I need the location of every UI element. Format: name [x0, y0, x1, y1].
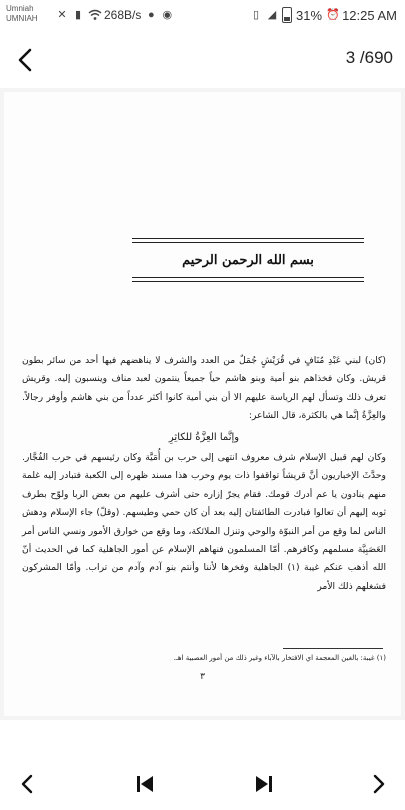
footnote: (١) غيبة: بالغين المعجمة اي الافتخار بالآباء وغير ذلك من أمور العصبية اهـ.: [173, 654, 386, 662]
cell-signal-icon: ◢: [267, 9, 277, 21]
bottom-navigation: [0, 748, 405, 810]
status-bar: [0, 0, 405, 32]
skip-previous-icon: [133, 772, 157, 796]
battery-icon: [282, 7, 292, 23]
clock: 12:25 AM: [342, 7, 397, 23]
page-number: ٣: [200, 672, 205, 682]
back-button[interactable]: [14, 46, 38, 74]
carrier-info: [6, 4, 38, 24]
signal-icon: ▮: [74, 9, 82, 21]
vibrate-icon: ▯: [253, 9, 260, 21]
close-icon: ✕: [57, 9, 67, 21]
status-left: [56, 8, 173, 22]
network-speed: 268B/s: [104, 8, 142, 22]
first-page-button[interactable]: [133, 772, 157, 796]
chevron-left-icon: [14, 46, 38, 74]
last-page-button[interactable]: [252, 772, 276, 796]
carrier-name: Umniah: [6, 4, 34, 13]
next-page-button[interactable]: [366, 772, 390, 796]
carrier-name-secondary: UMNIAH: [6, 14, 38, 23]
chat-icon: ●: [148, 9, 155, 21]
paragraph: (كان) لبني عَبْدِ مُنَافٍ في قُرَيْشٍ جُمَلٌ من العدد والشرف لا يناهضهم فيها أحد من سائر بطون قريش. وكان فخذاهم بنو أمية وبنو هاشم حياً جميعاً ينتمون لعبد مناف وينسبون إليه. وقريش تعرف ذلك وتسأل لهم الرياسة عليهم الا أن بني أمية كانوا أكثر عدداً من بني هاشم وأوفر رجالاً. والعِزَّةُ إنَّما هي بالكثرة، قال الشاعر:: [22, 355, 386, 422]
battery-percentage: 31%: [296, 7, 323, 23]
skip-next-icon: [252, 772, 276, 796]
footnote-divider: [283, 648, 383, 649]
page-title-frame: [132, 238, 364, 282]
verse-line: وإنَّما العِزَّةُ للكاثِرِ: [168, 431, 240, 443]
paragraph: وكان لهم قبيل الإسلام شرف معروف انتهى إلى حرب بن أُمَيَّة وكان رئيسهم في حرب الفُجَّار. وحدَّثَ الإخباريون أنَّ قريشاً تواقفوا ذات يوم وحرب هذا مسند ظهره إلى الكعبة فتبادر إليه غلمة منهم ينادون يا عم أدرك قومك. فقام يجرّ إزاره حتى أشرف عليهم من بعض الربا ولوّح بطرف ثوبه إليهم أن تعالوا فبادرت الطائفتان إليه بعد أن كان حمي وطيسهم. (وقلّ) جاء الإسلام ودهش الناس لما وقع من أمر النبوّة والوحي وتنزل الملائكة، وما وقع من خوارق الأمور ونسي الناس أمر العَصَبِيَّة مسلمهم وكافرهم. أمّا المسلمون فنهاهم الإسلام عن أمور الجاهلية كما في الحديث أنّ الله أذهب عنكم غيبة (١) الجاهلية وفخرها لأننا وأنتم بنو آدم وآدم من تراب. وأمّا المشركون فشغلهم ذلك الأمر: [22, 452, 386, 592]
page-body: [22, 352, 386, 596]
app-header: [0, 32, 405, 88]
messenger-icon: ◉: [162, 9, 173, 21]
page-indicator: 3 /690: [345, 48, 393, 67]
previous-page-button[interactable]: [16, 772, 40, 796]
chevron-left-icon: [16, 772, 40, 796]
status-right: [250, 7, 397, 23]
page-title: بسم الله الرحمن الرحيم: [182, 252, 314, 268]
book-page: [4, 92, 401, 716]
alarm-icon: ⏰: [326, 9, 340, 21]
wifi-icon: [88, 9, 100, 21]
chevron-right-icon: [366, 772, 390, 796]
page-viewer[interactable]: [0, 88, 405, 720]
